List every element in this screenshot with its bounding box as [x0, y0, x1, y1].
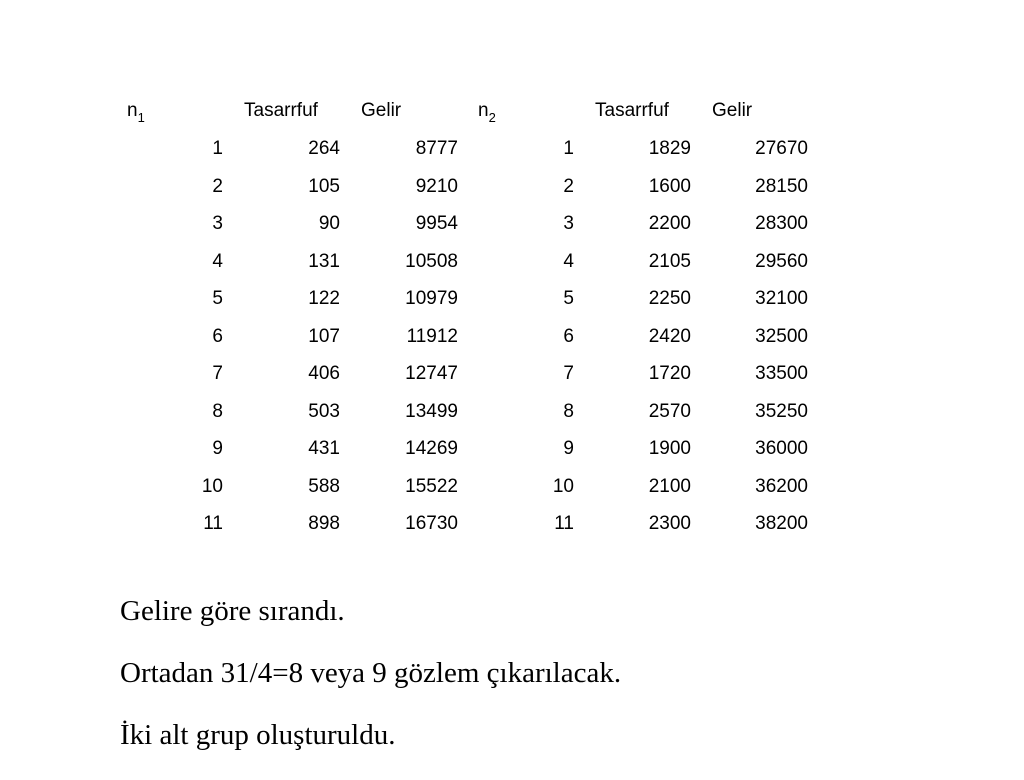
cell-tasarruf-2: 2420 — [648, 326, 691, 347]
cell-tasarruf-2: 2105 — [648, 251, 691, 272]
cell-gelir-1: 13499 — [405, 401, 458, 422]
cell-n2: 10 — [552, 476, 574, 497]
cell-n2: 3 — [563, 213, 574, 234]
cell-n1: 6 — [212, 326, 223, 347]
cell-gelir-1: 14269 — [405, 438, 458, 459]
cell-tasarruf-2: 1600 — [648, 176, 691, 197]
header-tasarruf-1: Tasarrfuf — [244, 100, 318, 121]
note-sorted: Gelire göre sırandı. — [120, 595, 345, 627]
cell-tasarruf-2: 2200 — [648, 213, 691, 234]
header-n1-label: n — [127, 100, 138, 121]
cell-gelir-1: 16730 — [405, 513, 458, 534]
cell-gelir-2: 35250 — [755, 401, 808, 422]
cell-gelir-1: 10979 — [405, 288, 458, 309]
header-n2 — [478, 100, 496, 123]
header-n1-subscript: 1 — [137, 110, 145, 125]
cell-tasarruf-2: 2300 — [648, 513, 691, 534]
cell-gelir-1: 9210 — [415, 176, 458, 197]
note-subgroups: İki alt grup oluşturuldu. — [120, 719, 396, 751]
cell-n1: 9 — [212, 438, 223, 459]
cell-n1: 8 — [212, 401, 223, 422]
cell-n1: 10 — [201, 476, 223, 497]
header-gelir-2: Gelir — [712, 100, 753, 121]
notes — [120, 594, 1000, 780]
cell-tasarruf-1: 431 — [308, 438, 340, 459]
cell-tasarruf-1: 107 — [308, 326, 340, 347]
cell-gelir-1: 9954 — [415, 213, 458, 234]
cell-tasarruf-1: 406 — [308, 363, 340, 384]
cell-gelir-2: 38200 — [755, 513, 808, 534]
cell-gelir-1: 11912 — [406, 326, 458, 347]
cell-tasarruf-1: 105 — [308, 176, 340, 197]
note-remove-middle: Ortadan 31/4=8 veya 9 gözlem çıkarılacak. — [120, 657, 622, 689]
cell-n2: 8 — [563, 401, 574, 422]
cell-n2: 11 — [554, 513, 574, 534]
cell-n2: 1 — [563, 138, 574, 159]
cell-n1: 11 — [203, 513, 223, 534]
cell-gelir-2: 36000 — [755, 438, 808, 459]
cell-gelir-2: 28300 — [755, 213, 808, 234]
cell-gelir-2: 33500 — [755, 363, 808, 384]
cell-tasarruf-1: 90 — [318, 213, 340, 234]
header-n2-subscript: 2 — [488, 110, 496, 125]
cell-tasarruf-2: 2250 — [648, 288, 691, 309]
cell-n1: 3 — [212, 213, 223, 234]
header-n2-label: n — [478, 100, 489, 121]
cell-gelir-1: 10508 — [405, 251, 458, 272]
cell-n1: 7 — [212, 363, 223, 384]
cell-n2: 6 — [563, 326, 574, 347]
cell-gelir-1: 12747 — [405, 363, 458, 384]
cell-gelir-2: 32500 — [755, 326, 808, 347]
cell-n1: 2 — [212, 176, 223, 197]
cell-n2: 9 — [563, 438, 574, 459]
cell-n2: 5 — [563, 288, 574, 309]
cell-n2: 7 — [563, 363, 574, 384]
cell-tasarruf-2: 2100 — [648, 476, 691, 497]
cell-gelir-2: 36200 — [755, 476, 808, 497]
cell-tasarruf-1: 122 — [308, 288, 340, 309]
cell-gelir-1: 8777 — [415, 138, 458, 159]
cell-n1: 1 — [212, 138, 223, 159]
cell-gelir-2: 28150 — [755, 176, 808, 197]
cell-gelir-2: 32100 — [755, 288, 808, 309]
cell-tasarruf-2: 1720 — [648, 363, 691, 384]
cell-n1: 5 — [212, 288, 223, 309]
cell-tasarruf-1: 588 — [308, 476, 340, 497]
cell-gelir-2: 29560 — [755, 251, 808, 272]
cell-tasarruf-1: 503 — [308, 401, 340, 422]
cell-n2: 4 — [563, 251, 574, 272]
cell-tasarruf-1: 131 — [308, 251, 340, 272]
cell-tasarruf-2: 2570 — [648, 401, 691, 422]
header-n1 — [127, 100, 145, 123]
cell-gelir-1: 15522 — [405, 476, 458, 497]
cell-tasarruf-1: 898 — [308, 513, 340, 534]
header-gelir-1: Gelir — [361, 100, 402, 121]
cell-n1: 4 — [212, 251, 223, 272]
cell-tasarruf-2: 1900 — [648, 438, 691, 459]
cell-tasarruf-2: 1829 — [648, 138, 691, 159]
header-tasarruf-2: Tasarrfuf — [595, 100, 669, 121]
cell-n2: 2 — [563, 176, 574, 197]
cell-gelir-2: 27670 — [755, 138, 808, 159]
cell-tasarruf-1: 264 — [308, 138, 340, 159]
